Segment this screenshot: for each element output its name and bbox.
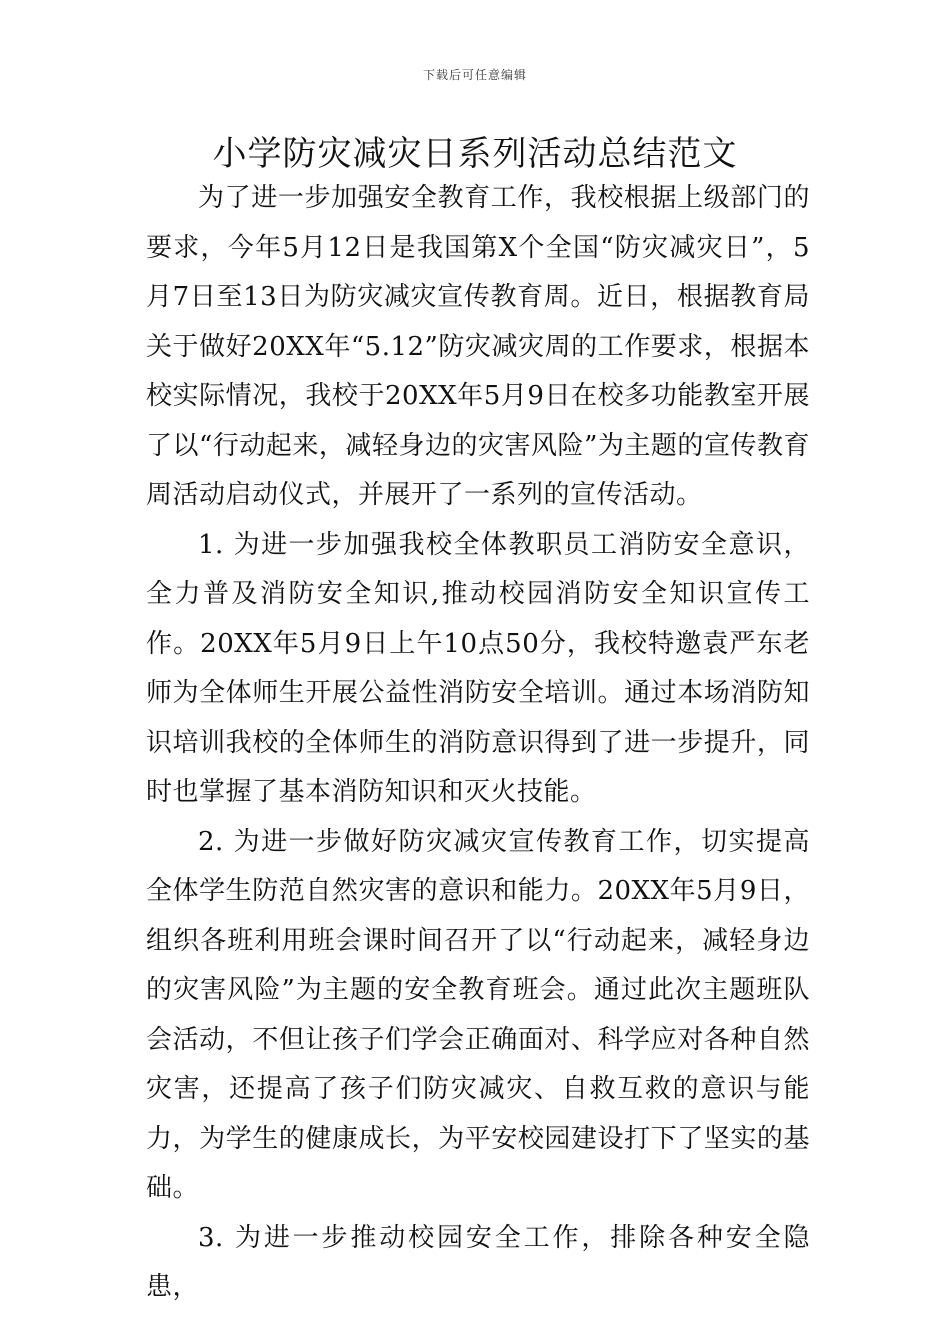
document-body: [146, 174, 810, 1313]
paragraph-item-3: 3. 为进一步推动校园安全工作，排除各种安全隐患，: [146, 1222, 810, 1302]
paragraph-item-1: 1. 为进一步加强我校全体教职员工消防安全意识，全力普及消防安全知识,推动校园消防安全知识宣传工作。20XX年5月9日上午10点50分，我校特邀袁严东老师为全体师生开展公益性消防安全培训。通过本场消防知识培训我校的全体师生的消防意识得到了进一步提升，同时也掌握了基本消防知识和灭火技能。: [146, 529, 810, 807]
paragraph-item-2: 2. 为进一步做好防灾减灾宣传教育工作，切实提高全体学生防范自然灾害的意识和能力。20XX年5月9日， 组织各班利用班会课时间召开了以“行动起来，减轻身边的灾害风险”为主题的安全教育班会。通过此次主题班队会活动，不但让孩子们学会正确面对、科学应对各种自然灾害，还提高了孩子们防灾减灾、自救互救的意识与能力，为学生的健康成长，为平安校园建设打下了坚实的基础。: [146, 826, 810, 1203]
paragraph-intro: 为了进一步加强安全教育工作，我校根据上级部门的要求，今年5月12日是我国第X个全国“防灾减灾日”，5月7日至13日为防灾减灾宣传教育周。近日，根据教育局关于做好20XX年“5.12”防灾减灾周的工作要求，根据本校实际情况，我校于20XX年5月9日在校多功能教室开展了以“行动起来，减轻身边的灾害风险”为主题的宣传教育周活动启动仪式，并展开了一系列的宣传活动。: [146, 183, 810, 510]
header-note: 下载后可任意编辑: [422, 68, 527, 82]
document-title: 小学防灾减灾日系列活动总结范文: [212, 134, 738, 174]
